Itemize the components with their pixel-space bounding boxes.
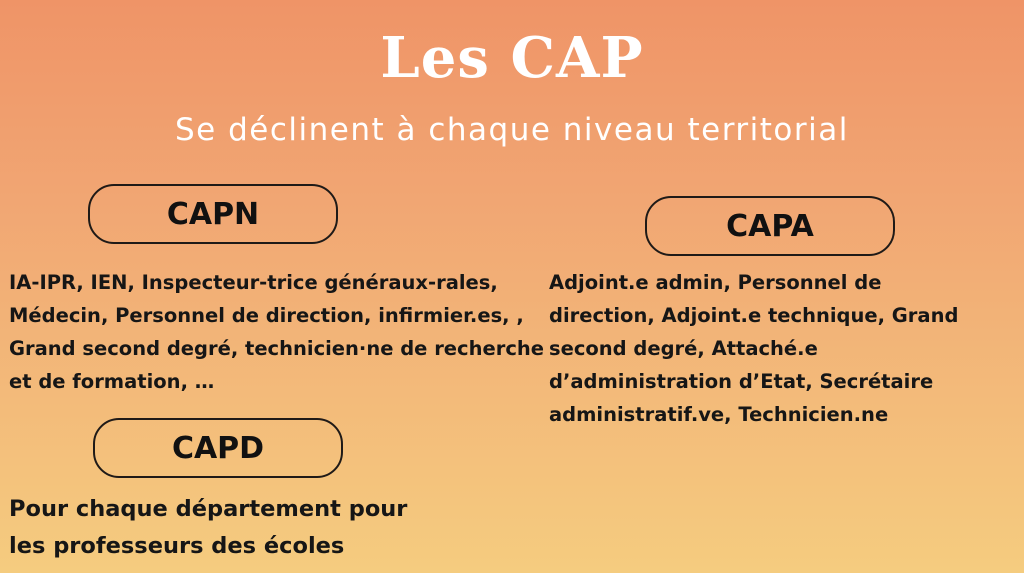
capn-description: IA-IPR, IEN, Inspecteur-trice généraux-rales, Médecin, Personnel de direction, infirmier.es, , Grand second degré, technicien·ne de recherche et de formation, … — [9, 271, 544, 393]
capd-label: CAPD — [171, 430, 265, 466]
capa-label-box — [645, 196, 895, 256]
capd-description: Pour chaque département pour les professeurs des écoles — [9, 496, 408, 559]
slide-subtitle: Se déclinent à chaque niveau territorial — [175, 112, 849, 148]
capd-label-box — [93, 418, 343, 478]
capa-label: CAPA — [726, 208, 814, 244]
capn-label-box — [88, 184, 338, 244]
slide-title: Les CAP — [380, 25, 644, 91]
capn-label: CAPN — [166, 196, 260, 232]
capa-description: Adjoint.e admin, Personnel de direction, Adjoint.e technique, Grand second degré, Attaché.e d’administration d’Etat, Secrétaire administratif.ve, Technicien.ne — [549, 271, 959, 426]
